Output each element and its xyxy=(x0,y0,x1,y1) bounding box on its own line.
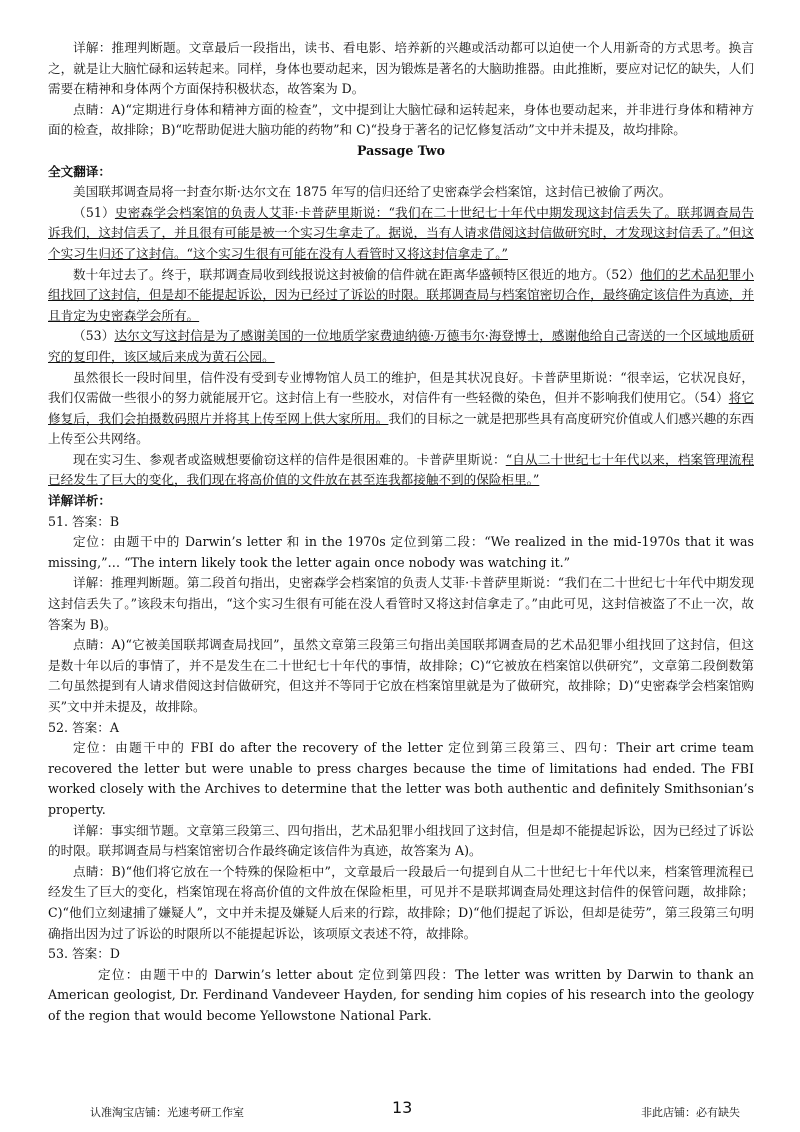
prev-detail-paragraph: 详解：推理判断题。文章最后一段指出，读书、看电影、培养新的兴趣或活动都可以迫使一个人用新奇的方式思考。换言之，就是让大脑忙碌和运转起来。同样，身体也要动起来，因为锻炼是著名的大脑助推器。由此推断，要应对记忆的缺失，人们需要在精神和身体两个方面保持积极状态，故答案为 D。 xyxy=(48,40,754,97)
page-number: 13 xyxy=(392,1098,413,1117)
plain-text: 现在实习生、参观者或盗贼想要偷窃这样的信件是很困难的。卡普萨里斯说： xyxy=(73,451,506,467)
translation-paragraph-6 xyxy=(48,450,754,491)
translation-paragraph-5 xyxy=(48,368,754,450)
q52-detail: 详解：事实细节题。文章第三段第三、四句指出，艺术品犯罪小组找回了这封信，但是却不能提起诉讼，因为已经过了诉讼的时限。联邦调查局与档案馆密切合作最终确定该信件为真迹，故答案为 A)。 xyxy=(48,822,754,859)
q52-tip: 点睛：B)“他们将它放在一个特殊的保险柜中”，文章最后一段最后一句提到自从二十世纪七十年代以来，档案管理流程已经发生了巨大的变化，档案馆现在将高价值的文件放在保险柜里，可见并不是联邦调查局处理这封信件的保管问题，故排除；C)“他们立刻逮捕了嫌疑人”，文中并未提及嫌疑人后来的行踪，故排除；D)“他们提起了诉讼，但却是徒劳”，第三段第三句明确指出因为过了诉讼的时限所以不能提起诉讼，该项原文表述不符，故排除。 xyxy=(48,863,754,941)
footer-left-text: 认准淘宝店铺：光速考研工作室 xyxy=(90,1106,244,1119)
underlined-text: 史密森学会档案馆的负责人艾菲·卡普萨里斯说：“我们在二十世纪七十年代中期发现这封信丢失了。联邦调查局告诉我们，这封信丢了，并且很有可能是被一个实习生拿走了。据说，当有人请求借阅这封信做研究时，才发现这封信丢了。”但这个实习生归还了这封信。“这个实习生很有可能在没有人看管时又将这封信拿走了。” xyxy=(48,204,754,261)
underlined-text: 他们的艺术品犯罪小组找回了这封信，但是却不能提起诉讼，因为已经过了诉讼的时限。联邦调查局与档案馆密切合作，最终确定该信件为真迹，并且肯定为史密森学会所有。 xyxy=(48,266,754,323)
q52-answer: 52. 答案：A xyxy=(48,719,119,735)
analysis-heading: 详解详析： xyxy=(48,493,111,509)
document-page xyxy=(48,38,754,1027)
underlined-text: 将它修复后，我们会拍摄数码照片并将其上传至网上供大家所用。 xyxy=(48,390,755,426)
q51-tip: 点睛：A)“它被美国联邦调查局找回”，虽然文章第三段第三句指出美国联邦调查局的艺术品犯罪小组找回了这封信，但这是数十年以后的事情了，并不是发生在二十世纪七十年代的事情，故排除；C)“它被放在档案馆以供研究”，文章第二段倒数第二句虽然提到有人请求借阅这封信做研究，但这并不等同于它放在档案馆里就是为了做研究，故排除；D)“史密森学会档案馆购买”文中并未提及，故排除。 xyxy=(48,637,754,714)
plain-text: 数十年过去了。终于，联邦调查局收到线报说这封被偷的信件就在距离华盛顿特区很近的地方。（52） xyxy=(73,266,641,282)
q53-locate: 定位：由题干中的 Darwin’s letter about 定位到第四段：The letter was written by Darwin to thank an American geologist, Dr. Ferdinand Vandeveer Hayden, for sending him copies of his research into the geology of the region that would become Yellowstone National Park. xyxy=(48,966,754,1023)
translation-paragraph-3 xyxy=(48,265,754,327)
passage-title: Passage Two xyxy=(356,142,446,158)
q51-locate: 定位：由题干中的 Darwin’s letter 和 in the 1970s 定位到第二段：“We realized in the mid-1970s that it was missing,”… “The intern likely took the letter again once nobody was watching it.” xyxy=(48,534,754,570)
translation-paragraph-4 xyxy=(48,326,754,367)
q53-answer: 53. 答案：D xyxy=(48,946,120,962)
underlined-text: “自从二十世纪七十年代以来，档案管理流程已经发生了巨大的变化，我们现在将高价值的文件放在甚至连我都接触不到的保险柜里。” xyxy=(48,451,754,488)
translation-paragraph-2 xyxy=(48,203,754,265)
plain-text: 我们的目标之一就是把那些具有高度研究价值或人们感兴趣的东西上传至公共网络。 xyxy=(48,410,755,447)
q52-locate: 定位：由题干中的 FBI do after the recovery of the letter 定位到第三段第三、四句：Their art crime team recovered the letter but were unable to press charges because the time of limitations had ended. The FBI worked closely with the Archives to determine that the letter was both authentic and definitely Smithsonian’s property. xyxy=(48,740,754,817)
q51-answer: 51. 答案：B xyxy=(48,513,120,529)
q51-detail: 详解：推理判断题。第二段首句指出，史密森学会档案馆的负责人艾菲·卡普萨里斯说：“我们在二十世纪七十年代中期发现这封信丢失了。”该段末句指出，“这个实习生很有可能在没人看管时又将这封信拿走了。”由此可见，这封信被盗了不止一次，故答案为 B)。 xyxy=(48,575,754,632)
plain-text: 虽然很长一段时间里，信件没有受到专业博物馆人员工的维护，但是其状况良好。卡普萨里斯说：“很幸运，它状况良好，我们仅需做一些很小的努力就能展开它。这封信上有一些胶水，对信件有一些轻微的染色，但并不影响我们使用它。（54） xyxy=(48,369,754,406)
underlined-text: 达尔文写这封信是为了感谢美国的一位地质学家费迪纳德·万德韦尔·海登博士，感谢他给自己寄送的一个区域地质研究的复印件，该区域后来成为黄石公园。 xyxy=(48,328,754,364)
translation-paragraph-1: 美国联邦调查局将一封查尔斯·达尔文在 1875 年写的信归还给了史密森学会档案馆，这封信已被偷了两次。 xyxy=(73,184,672,200)
question-marker-53: （53） xyxy=(73,328,115,344)
translation-heading: 全文翻译： xyxy=(48,163,111,179)
prev-tip-paragraph: 点睛：A)“定期进行身体和精神方面的检查”，文中提到让大脑忙碌和运转起来，身体也要动起来，并非进行身体和精神方面的检查，故排除；B)“吃帮助促进大脑功能的药物”和 C)“投身于著名的记忆修复活动”文中并未提及，故均排除。 xyxy=(48,101,754,138)
page-footer xyxy=(0,1098,800,1118)
question-marker-51: （51） xyxy=(73,204,115,220)
footer-right-text: 非此店铺：必有缺失 xyxy=(641,1106,740,1119)
